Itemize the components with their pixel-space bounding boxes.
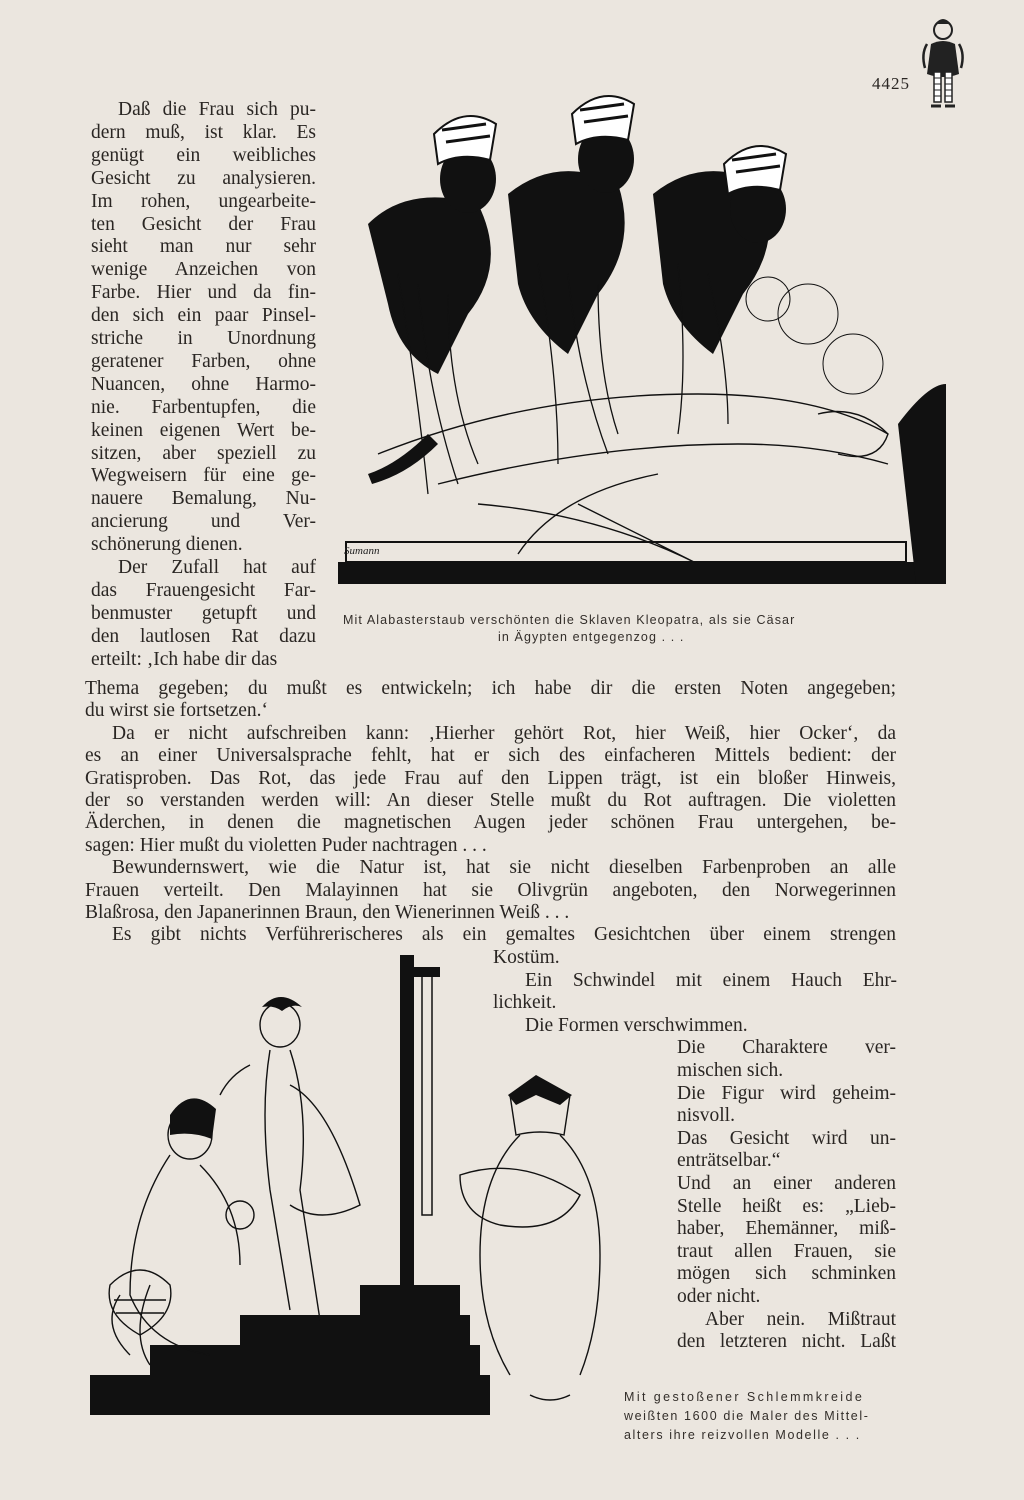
text-line: sagen: Hier mußt du violetten Puder nachtragen . . . bbox=[85, 834, 487, 856]
text-line: erteilt: ‚Ich habe dir das bbox=[91, 648, 278, 670]
text-line: Frauen verteilt. Den Malayinnen hat sie Olivgrün angeboten, den Norwegerinnen bbox=[85, 879, 896, 901]
text-line: Farbe. Hier und da fin- bbox=[91, 282, 316, 304]
text-line: Das Gesicht wird un- bbox=[677, 1127, 896, 1149]
text-line: den letzteren nicht. Laßt bbox=[677, 1331, 896, 1353]
text-line: Äderchen, in denen die magnetischen Augen jeder schönen Frau untergehen, be- bbox=[85, 812, 896, 834]
caption-bottom-line1: Mit gestoßener Schlemmkreide bbox=[624, 1390, 865, 1404]
page-number: 4425 bbox=[872, 74, 910, 93]
text-line: Und an einer anderen bbox=[677, 1173, 896, 1194]
text-line: mögen sich schminken bbox=[677, 1263, 896, 1285]
text-line: ten Gesicht der Frau bbox=[91, 213, 316, 235]
text-line: benmuster getupft und bbox=[91, 602, 316, 624]
text-line: Kostüm. bbox=[493, 947, 560, 968]
text-line: Blaßrosa, den Japanerinnen Braun, den Wienerinnen Weiß . . . bbox=[85, 902, 570, 923]
text-line: ancierung und Ver- bbox=[91, 511, 316, 533]
text-line: den sich ein paar Pinsel- bbox=[91, 305, 316, 327]
text-line: enträtselbar.“ bbox=[677, 1150, 781, 1172]
artist-signature: Sumann bbox=[344, 545, 380, 557]
caption-top-line2: in Ägypten entgegenzog . . . bbox=[498, 630, 685, 644]
text-line: Wegweisern für eine ge- bbox=[91, 465, 316, 487]
text-line: mischen sich. bbox=[677, 1060, 784, 1081]
text-line: nisvoll. bbox=[677, 1105, 735, 1127]
text-line: du wirst sie fortsetzen.‘ bbox=[85, 700, 269, 722]
text-line: sitzen, aber speziell zu bbox=[91, 442, 316, 464]
text-line: Daß die Frau sich pu- bbox=[118, 99, 316, 120]
text-line: nauere Bemalung, Nu- bbox=[91, 488, 316, 510]
text-line: Thema gegeben; du mußt es entwickeln; ich habe dir die ersten Noten angegeben; bbox=[85, 678, 896, 699]
text-line: den lautlosen Rat dazu bbox=[91, 625, 316, 647]
text-line: geratener Farben, ohne bbox=[91, 350, 316, 372]
text-line: es an einer Universalsprache fehlt, hat er sich des einfacheren Mittels bedient: der bbox=[85, 745, 896, 767]
text-line: Die Charaktere ver- bbox=[677, 1037, 896, 1059]
text-line: sieht man nur sehr bbox=[91, 236, 316, 258]
text-line: Es gibt nichts Verführerischeres als ein gemaltes Gesichtchen über einem strengen bbox=[112, 924, 896, 946]
text-line: genügt ein weibliches bbox=[91, 144, 316, 166]
text-line: traut allen Frauen, sie bbox=[677, 1240, 896, 1262]
text-line: dern muß, ist klar. Es bbox=[91, 121, 316, 143]
text-line: Ein Schwindel mit einem Hauch Ehr- bbox=[525, 969, 897, 991]
text-line: striche in Unordnung bbox=[91, 328, 316, 349]
text-line: Aber nein. Mißtraut bbox=[705, 1308, 896, 1330]
text-line: lichkeit. bbox=[493, 992, 557, 1014]
text-line: Die Figur wird geheim- bbox=[677, 1082, 896, 1104]
text-line: Nuancen, ohne Harmo- bbox=[91, 373, 316, 395]
text-line: Gesicht zu analysieren. bbox=[91, 167, 316, 189]
text-line: keinen eigenen Wert be- bbox=[91, 419, 316, 441]
text-line: Die Formen verschwimmen. bbox=[525, 1014, 748, 1036]
text-line: Der Zufall hat auf bbox=[118, 557, 316, 578]
text-line: Da er nicht aufschreiben kann: ‚Hierher gehört Rot, hier Weiß, hier Ocker‘, da bbox=[112, 722, 896, 744]
illustration-medieval-painter bbox=[90, 955, 620, 1425]
text-line: der so verstanden werden will: An dieser Stelle mußt du Rot auftragen. Die violetten bbox=[85, 790, 896, 811]
text-line: Stelle heißt es: „Lieb- bbox=[677, 1195, 896, 1217]
text-line: oder nicht. bbox=[677, 1286, 761, 1307]
caption-bottom-line2: weißten 1600 die Maler des Mittel- bbox=[624, 1409, 870, 1423]
text-line: das Frauengesicht Far- bbox=[91, 579, 316, 601]
text-line: nie. Farbentupfen, die bbox=[91, 396, 316, 418]
text-line: wenige Anzeichen von bbox=[91, 259, 316, 281]
text-line: haber, Ehemänner, miß- bbox=[677, 1218, 896, 1240]
text-line: Gratisproben. Das Rot, das jede Frau auf den Lippen trägt, ist ein bloßer Hinweis, bbox=[85, 767, 896, 789]
text-line: Im rohen, ungearbeite- bbox=[91, 190, 316, 212]
text-line: schönerung dienen. bbox=[91, 534, 243, 556]
caption-bottom-line3: alters ihre reizvollen Modelle . . . bbox=[624, 1428, 861, 1442]
illustration-cleopatra bbox=[338, 84, 944, 596]
text-line: Bewundernswert, wie die Natur ist, hat sie nicht dieselben Farbenproben an alle bbox=[112, 857, 896, 879]
caption-top-line1: Mit Alabasterstaub verschönten die Sklaven Kleopatra, als sie Cäsar bbox=[343, 613, 796, 627]
